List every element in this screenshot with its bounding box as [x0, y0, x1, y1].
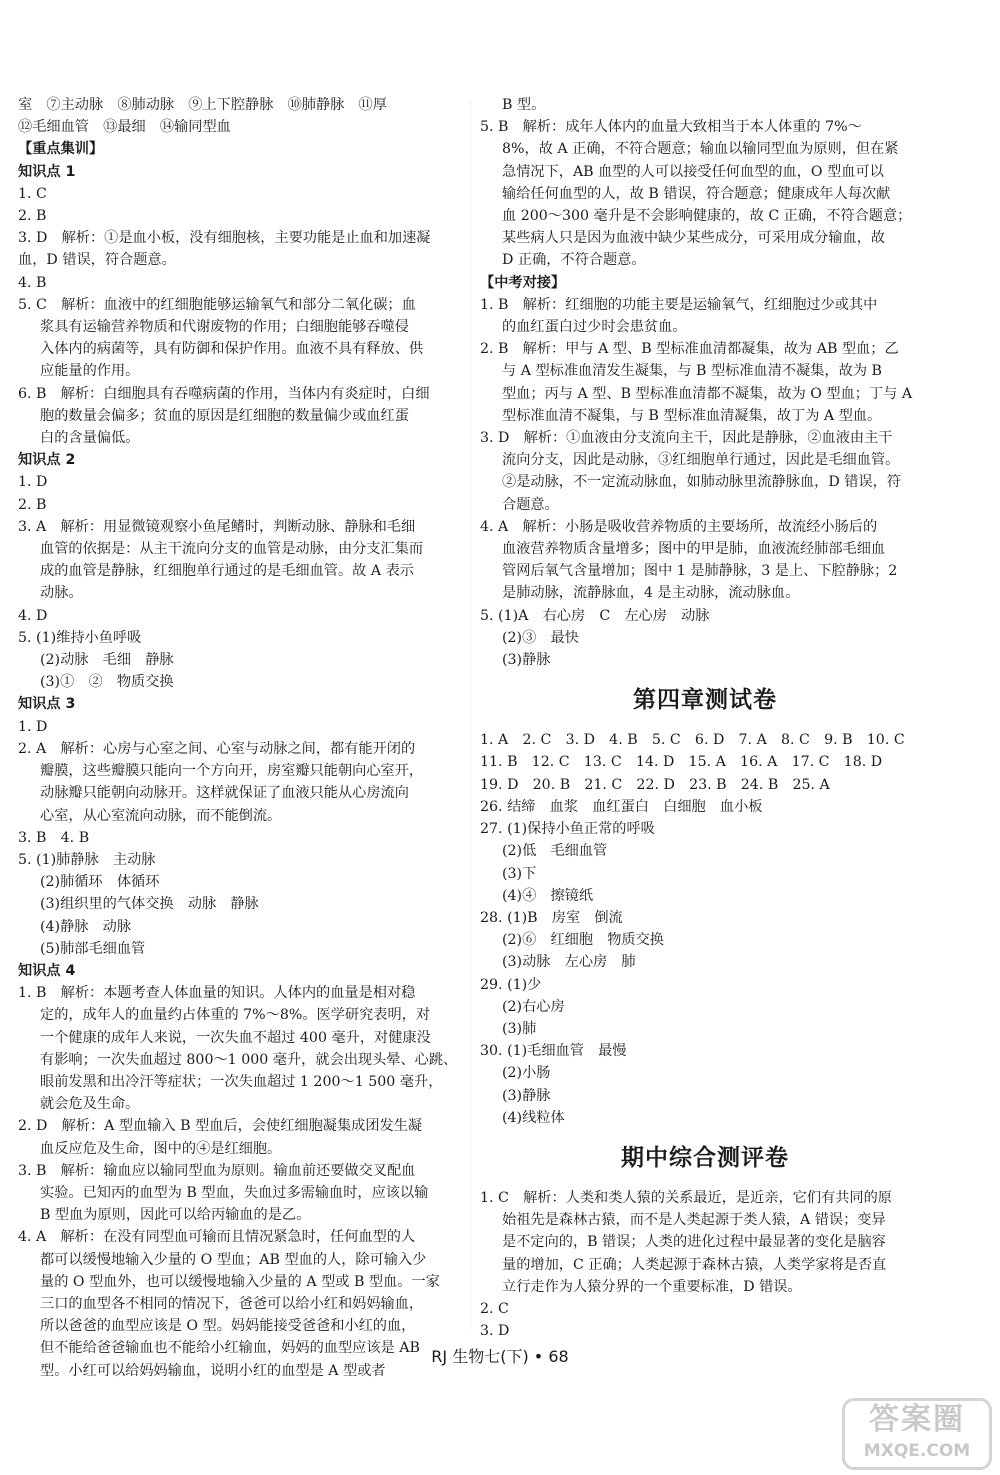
answer-line: 是肺动脉，流静脉血，4 是主动脉，流动脉血。 — [502, 585, 800, 602]
answer-line: 29. (1)少 — [480, 976, 542, 993]
answer-line: 血管的依据是：从主干流向分支的血管是动脉，由分支汇集而 — [40, 541, 424, 558]
answer-line: (2)⑥ 红细胞 物质交换 — [502, 932, 664, 949]
answer-line: 瓣膜，这些瓣膜只能向一个方向开，房室瓣只能朝向心室开， — [40, 763, 424, 780]
answer-line: 就会危及生命。 — [40, 1096, 140, 1113]
answer-line: 2. A 解析：心房与心室之间、心室与动脉之间，都有能开闭的 — [18, 740, 416, 757]
answer-line: 26. 结缔 血浆 血红蛋白 白细胞 血小板 — [480, 798, 763, 815]
answer-line: 1. D — [18, 718, 48, 735]
answer-line: (3)静脉 — [502, 652, 551, 669]
answer-line: (2)右心房 — [502, 998, 565, 1015]
answer-line: 合题意。 — [502, 496, 559, 513]
answer-line: 2. D 解析：A 型血输入 B 型血后，会使红细胞凝集成团发生凝 — [18, 1118, 423, 1135]
answer-line: 眼前发黑和出冷汗等症状；一次失血超过 1 200～1 500 毫升， — [40, 1073, 443, 1090]
answer-line: 3. A 解析：用显微镜观察小鱼尾鳍时，判断动脉、静脉和毛细 — [18, 518, 416, 535]
answer-line: 1. D — [18, 474, 48, 491]
watermark-line2: MXQE.COM — [863, 1441, 971, 1461]
answer-line: 28. (1)B 房室 倒流 — [480, 909, 623, 926]
answer-line: 管网后氧气含量增加；图中 1 是肺静脉，3 是上、下腔静脉；2 — [502, 563, 898, 580]
right-column — [480, 94, 930, 1342]
answer-line: (2)低 毛细血管 — [502, 843, 608, 860]
answer-line: 型。小红可以给妈妈输血，说明小红的血型是 A 型或者 — [40, 1362, 386, 1379]
subsection-heading: 知识点 3 — [18, 696, 76, 713]
answer-line: 流向分支，因此是动脉，③红细胞单行通过，因此是毛细血管。 — [502, 452, 900, 469]
answer-line: 5. (1)A 右心房 C 左心房 动脉 — [480, 607, 710, 624]
answer-line: 一个健康的成年人来说，一次失血不超过 400 毫升，对健康没 — [40, 1029, 431, 1046]
answer-line: 5. C 解析：血液中的红细胞能够运输氧气和部分二氧化碳；血 — [18, 296, 416, 313]
subsection-heading: 【重点集训】 — [18, 141, 104, 158]
answer-line: 3. D 解析：①是血小板，没有细胞核，主要功能是止血和加速凝 — [18, 230, 431, 247]
watermark-logo — [842, 1398, 992, 1470]
answer-line: 动脉瓣只能朝向动脉开。这样就保证了血液只能从心房流向 — [40, 785, 409, 802]
answer-line: 浆具有运输营养物质和代谢废物的作用；白细胞能够吞噬侵 — [40, 319, 409, 336]
answer-line: 急情况下，AB 血型的人可以接受任何血型的血，O 型血可以 — [502, 163, 884, 180]
answer-line: 4. A 解析：在没有同型血可输而且情况紧急时，任何血型的人 — [18, 1229, 416, 1246]
answer-line: 30. (1)毛细血管 最慢 — [480, 1043, 627, 1060]
answer-line: 2. B 解析：甲与 A 型、B 型标准血清都凝集，故为 AB 型血；乙 — [480, 341, 899, 358]
answer-line: 11. B 12. C 13. C 14. D 15. A 16. A 17. C 18. D — [480, 754, 883, 771]
answer-line: 5. B 解析：成年人体内的血量大致相当于本人体重的 7%～ — [480, 119, 862, 136]
spacer — [480, 671, 930, 683]
answer-line: (2)③ 最快 — [502, 629, 579, 646]
subsection-heading: 知识点 1 — [18, 163, 76, 180]
answer-line: 5. (1)维持小鱼呼吸 — [18, 629, 142, 646]
answer-line: 型标准血清不凝集，与 B 型标准血清凝集，故丁为 A 型血。 — [502, 407, 882, 424]
answer-line: 血反应危及生命，图中的④是红细胞。 — [40, 1140, 282, 1157]
answer-line: 立行走作为人猿分界的一个重要标准，D 错误。 — [502, 1278, 802, 1295]
answer-line: 入体内的病菌等，具有防御和保护作用。血液不具有释放、供 — [40, 341, 424, 358]
answer-line: (5)肺部毛细血管 — [40, 940, 146, 957]
answer-line: 室 ⑦主动脉 ⑧肺动脉 ⑨上下腔静脉 ⑩肺静脉 ⑪厚 — [18, 97, 387, 113]
answer-line: 量的 O 型血外，也可以缓慢地输入少量的 A 型或 B 型血。一家 — [40, 1273, 440, 1290]
answer-line: 2. C — [480, 1300, 509, 1317]
column-divider — [470, 100, 471, 1330]
answer-line: 白的含量偏低。 — [40, 430, 140, 447]
answer-line: 1. B 解析：红细胞的功能主要是运输氧气，红细胞过少或其中 — [480, 296, 878, 313]
answer-line: 血，D 错误，符合题意。 — [18, 252, 176, 269]
answer-line: (3)肺 — [502, 1020, 537, 1037]
answer-line: 3. D 解析：①血液由分支流向主干，因此是静脉，②血液由主干 — [480, 430, 893, 447]
subsection-heading: 知识点 4 — [18, 962, 76, 979]
answer-line: 1. B 解析：本题考查人体血量的知识。人体内的血量是相对稳 — [18, 985, 416, 1002]
answer-line: (3)下 — [502, 865, 537, 882]
answer-line: (3)组织里的气体交换 动脉 静脉 — [40, 896, 259, 913]
answer-line: (3)静脉 — [502, 1087, 551, 1104]
answer-line: D 正确，不符合题意。 — [502, 252, 646, 269]
section-heading: 第四章测试卷 — [633, 687, 777, 714]
answer-line: 都可以缓慢地输入少量的 O 型血；AB 型血的人，除可输入少 — [40, 1251, 427, 1268]
answer-line: 型血；丙与 A 型、B 型标准血清都不凝集，故为 O 型血；丁与 A — [502, 385, 913, 402]
answer-line: ⑫毛细血管 ⑬最细 ⑭输同型血 — [18, 119, 231, 136]
answer-line: 3. B 解析：输血应以输同型血为原则。输血前还要做交叉配血 — [18, 1162, 416, 1179]
answer-line: 心室，从心室流向动脉，而不能倒流。 — [40, 807, 282, 824]
answer-line: 定的，成年人的血量约占体重的 7%～8%。医学研究表明，对 — [40, 1007, 431, 1024]
answer-line: 是不定向的，B 错误；人类的进化过程中最显著的变化是脑容 — [502, 1234, 886, 1251]
answer-line: 1. A 2. C 3. D 4. B 5. C 6. D 7. A 8. C 9. B 10. C — [480, 732, 905, 749]
answer-line: (2)肺循环 体循环 — [40, 874, 160, 891]
answer-line: 所以爸爸的血型应该是 O 型。妈妈能接受爸爸和小红的血， — [40, 1318, 416, 1335]
answer-line: 输给任何血型的人，故 B 错误，符合题意；健康成年人每次献 — [502, 185, 891, 202]
answer-line: 血 200～300 毫升是不会影响健康的，故 C 正确，不符合题意； — [502, 208, 912, 225]
page-footer: RJ 生物七(下) • 68 — [431, 1347, 569, 1366]
answer-line: 三口的血型各不相同的情况下，爸爸可以给小红和妈妈输血， — [40, 1295, 424, 1312]
answer-line: (2)小肠 — [502, 1065, 551, 1082]
answer-line: 19. D 20. B 21. C 22. D 23. B 24. B 25. A — [480, 776, 830, 793]
answer-line: 2. B — [18, 208, 47, 225]
answer-line: 某些病人只是因为血液中缺少某些成分，可采用成分输血，故 — [502, 230, 886, 247]
answer-line: 3. B 4. B — [18, 829, 90, 846]
answer-line: 4. A 解析：小肠是吸收营养物质的主要场所，故流经小肠后的 — [480, 518, 878, 535]
watermark-line1: 答案圈 — [869, 1402, 965, 1437]
answer-line: (3)① ② 物质交换 — [40, 674, 174, 691]
answer-line: 27. (1)保持小鱼正常的呼吸 — [480, 821, 655, 838]
section-heading: 期中综合测评卷 — [621, 1144, 789, 1171]
answer-line: (4)线粒体 — [502, 1109, 565, 1126]
spacer — [480, 1129, 930, 1141]
answer-line: 应能量的作用。 — [40, 363, 140, 380]
answer-line: (2)动脉 毛细 静脉 — [40, 652, 174, 669]
answer-line: 6. B 解析：白细胞具有吞噬病菌的作用，当体内有炎症时，白细 — [18, 385, 430, 402]
answer-line: 量的增加，C 正确；人类起源于森林古猿，人类学家将是否直 — [502, 1256, 887, 1273]
spacer — [480, 1175, 930, 1187]
answer-line: 动脉。 — [40, 585, 83, 602]
answer-line: 1. C — [18, 185, 47, 202]
answer-line: 成的血管是静脉，红细胞单行通过的是毛细血管。故 A 表示 — [40, 563, 414, 580]
answer-line: (4)④ 擦镜纸 — [502, 887, 594, 904]
answer-line: B 型。 — [502, 97, 546, 113]
answer-line: B 型血为原则，因此可以给丙输血的是乙。 — [40, 1207, 311, 1224]
left-column — [18, 94, 466, 1382]
answer-line: 实验。已知丙的血型为 B 型血，失血过多需输血时，应该以输 — [40, 1184, 429, 1201]
answer-line: 但不能给爸爸输血也不能给小红输血，妈妈的血型应该是 AB — [40, 1340, 420, 1357]
answer-line: 胞的数量会偏多；贫血的原因是红细胞的数量偏少或血红蛋 — [40, 407, 409, 424]
answer-line: (3)动脉 左心房 肺 — [502, 954, 636, 971]
spacer — [480, 717, 930, 729]
answer-line: 1. C 解析：人类和类人猿的关系最近，是近亲，它们有共同的原 — [480, 1189, 892, 1206]
answer-line: 血液营养物质含量增多；图中的甲是肺，血液流经肺部毛细血 — [502, 541, 886, 558]
answer-line: 8%，故 A 正确，不符合题意；输血以输同型血为原则，但在紧 — [502, 141, 899, 158]
answer-line: 2. B — [18, 496, 47, 513]
answer-line: (4)静脉 动脉 — [40, 918, 132, 935]
answer-line: ②是动脉，不一定流动脉血，如肺动脉里流静脉血，D 错误，符 — [502, 474, 901, 491]
subsection-heading: 知识点 2 — [18, 452, 76, 469]
answer-line: 4. B — [18, 274, 47, 291]
subsection-heading: 【中考对接】 — [480, 274, 566, 291]
answer-line: 3. D — [480, 1323, 510, 1340]
answer-line: 有影响；一次失血超过 800～1 000 毫升，就会出现头晕、心跳、 — [40, 1051, 458, 1068]
answer-line: 4. D — [18, 607, 48, 624]
answer-line: 与 A 型标准血清发生凝集，与 B 型标准血清不凝集，故为 B — [502, 363, 882, 380]
answer-line: 始祖先是森林古猿，而不是人类起源于类人猿，A 错误；变异 — [502, 1212, 886, 1229]
answer-line: 的血红蛋白过少时会患贫血。 — [502, 319, 687, 336]
answer-line: 5. (1)肺静脉 主动脉 — [18, 851, 156, 868]
